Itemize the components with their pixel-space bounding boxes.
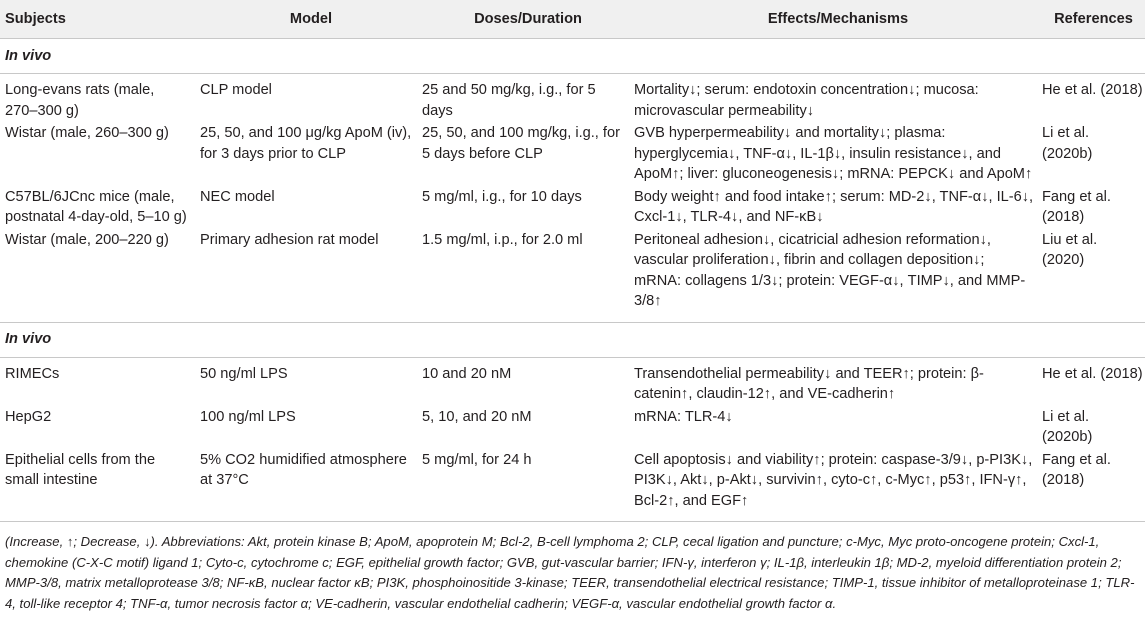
table-row xyxy=(0,448,1145,522)
cell-effects: Cell apoptosis↓ and viability↑; protein: caspase-3/9↓, p-PI3K↓, PI3K↓, Akt↓, p-Akt↓, survivin↑, cyto-c↑, c-Myc↑, p53↑, IFN-γ↑, Bcl-2↑, and EGF↑ xyxy=(634,451,1033,509)
cell-effects: Body weight↑ and food intake↑; serum: MD-2↓, TNF-α↓, IL-6↓, Cxcl-1↓, TLR-4↓, and NF-κB↓ xyxy=(634,188,1034,225)
section-label: In vivo xyxy=(0,322,1145,357)
section-heading xyxy=(0,322,1145,357)
table-row xyxy=(0,74,1145,122)
cell-effects: Peritoneal adhesion↓, cicatricial adhesion reformation↓, vascular proliferation↓, fibrin and collagen deposition↓; mRNA: collagens 1/3↓; protein: VEGF-α↓, TIMP↓, and MMP-3/8↑ xyxy=(634,231,1026,309)
cell-model: 50 ng/ml LPS xyxy=(200,365,288,382)
cell-effects: mRNA: TLR-4↓ xyxy=(634,408,733,425)
cell-reference: Fang et al. (2018) xyxy=(1042,188,1111,225)
cell-model: NEC model xyxy=(200,188,275,205)
table-footnote: (Increase, ↑; Decrease, ↓). Abbreviations: Akt, protein kinase B; ApoM, apoprotein M; Bcl-2, B-cell lymphoma 2; CLP, cecal ligation and puncture; c-Myc, Myc proto-oncogene protein; Cxcl-1, chemokine (C-X-C motif) ligand 1; Cyto-c, cytochrome c; EGF, epithelial growth factor; GVB, gut-vascular barrier; IFN-γ, interferon γ; IL-1β, interleukin 1β; MD-2, myeloid differentiation protein 2; MMP-3/8, matrix metalloprotease 3/8; NF-κB, nuclear factor κB; PI3K, phosphoinositide 3-kinase; TEER, transendothelial electrical resistance; TIMP-1, tissue inhibitor of metalloproteinase 1; TLR-4, toll-like receptor 4; TNF-α, tumor necrosis factor α; VE-cadherin, vascular endothelial cadherin; VEGF-α, vascular endothelial growth factor α. xyxy=(0,521,1145,614)
header-model: Model xyxy=(200,0,422,39)
cell-reference: He et al. (2018) xyxy=(1042,365,1143,382)
cell-doses: 10 and 20 nM xyxy=(422,365,512,382)
cell-doses: 5, 10, and 20 nM xyxy=(422,408,532,425)
cell-doses: 25 and 50 mg/kg, i.g., for 5 days xyxy=(422,82,596,119)
cell-doses: 25, 50, and 100 mg/kg, i.g., for 5 days before CLP xyxy=(422,125,620,162)
cell-reference: He et al. (2018) xyxy=(1042,82,1143,98)
cell-model: 100 ng/ml LPS xyxy=(200,408,296,425)
header-doses: Doses/Duration xyxy=(422,0,634,39)
cell-model: Primary adhesion rat model xyxy=(200,231,379,248)
cell-subject: HepG2 xyxy=(5,408,52,425)
cell-doses: 1.5 mg/ml, i.p., for 2.0 ml xyxy=(422,231,583,248)
cell-doses: 5 mg/ml, for 24 h xyxy=(422,451,532,468)
table-row xyxy=(0,121,1145,185)
cell-subject: C57BL/6JCnc mice (male, postnatal 4-day-old, 5–10 g) xyxy=(5,188,187,225)
cell-model: 5% CO2 humidified atmosphere at 37°C xyxy=(200,451,407,488)
cell-reference: Fang et al. (2018) xyxy=(1042,451,1111,488)
header-effects: Effects/Mechanisms xyxy=(634,0,1042,39)
cell-subject: Wistar (male, 200–220 g) xyxy=(5,231,169,248)
cell-doses: 5 mg/ml, i.g., for 10 days xyxy=(422,188,582,205)
cell-model: 25, 50, and 100 μg/kg ApoM (iv), for 3 days prior to CLP xyxy=(200,125,412,162)
table-row xyxy=(0,228,1145,323)
table-row xyxy=(0,185,1145,228)
section-heading xyxy=(0,39,1145,74)
section-label: In vivo xyxy=(0,39,1145,74)
cell-subject: Wistar (male, 260–300 g) xyxy=(5,125,169,141)
header-subjects: Subjects xyxy=(0,0,200,39)
header-references: References xyxy=(1042,0,1145,39)
cell-effects: Mortality↓; serum: endotoxin concentration↓; mucosa: microvascular permeability↓ xyxy=(634,82,979,119)
table-row xyxy=(0,405,1145,448)
cell-subject: RIMECs xyxy=(5,365,60,382)
cell-effects: Transendothelial permeability↓ and TEER↑; protein: β-catenin↑, claudin-12↑, and VE-cadherin↑ xyxy=(634,365,984,402)
table-header xyxy=(0,0,1145,39)
cell-reference: Liu et al. (2020) xyxy=(1042,231,1098,268)
table-row xyxy=(0,357,1145,405)
cell-reference: Li et al. (2020b) xyxy=(1042,125,1093,162)
cell-effects: GVB hyperpermeability↓ and mortality↓; plasma: hyperglycemia↓, TNF-α↓, IL-1β↓, insulin resistance↓, and ApoM↑; liver: gluconeogenesis↓; mRNA: PEPCK↓ and ApoM↑ xyxy=(634,125,1033,182)
cell-subject: Long-evans rats (male, 270–300 g) xyxy=(5,82,155,119)
cell-reference: Li et al. (2020b) xyxy=(1042,408,1093,445)
cell-subject: Epithelial cells from the small intestine xyxy=(5,451,156,488)
cell-model: CLP model xyxy=(200,82,272,98)
